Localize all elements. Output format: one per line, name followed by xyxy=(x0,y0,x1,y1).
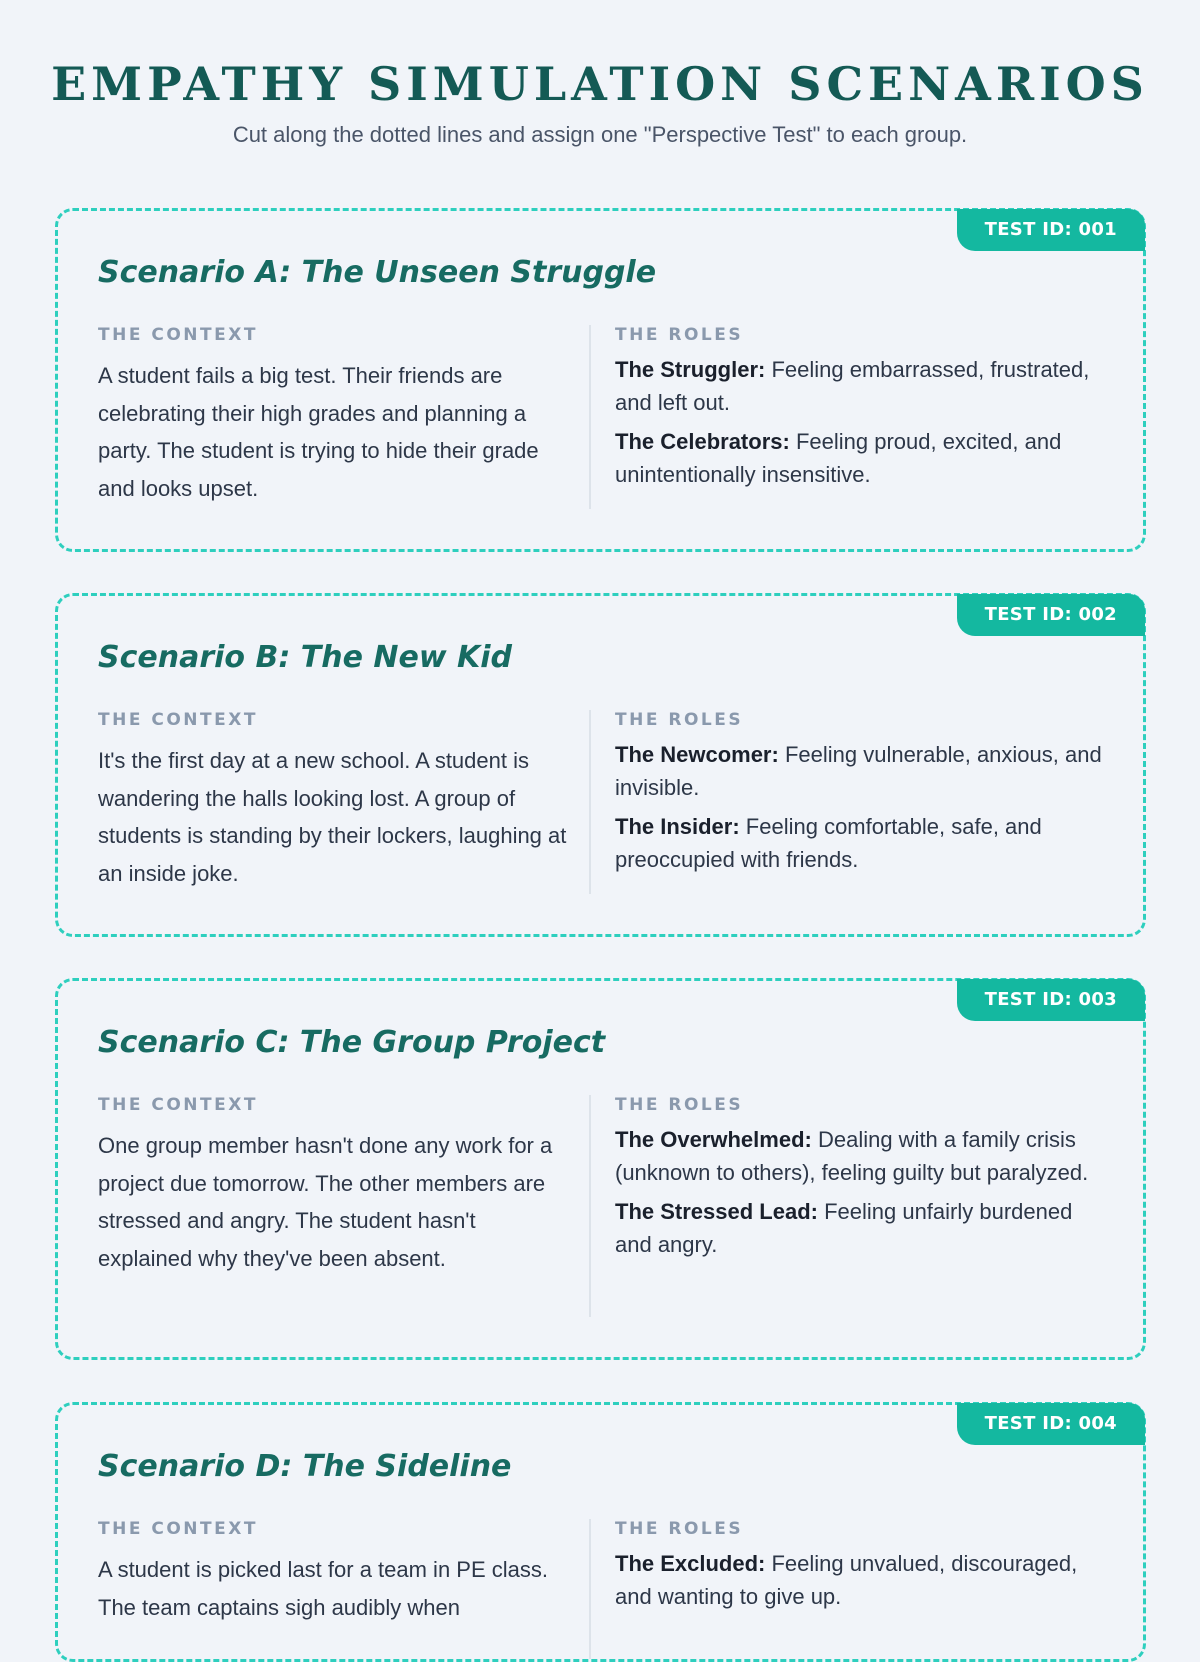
role-item xyxy=(615,810,1105,876)
role-name: The Overwhelmed: xyxy=(615,1127,812,1152)
test-id-badge: TEST ID: 004 xyxy=(957,1403,1145,1445)
context-column xyxy=(98,1517,568,1626)
scenario-title: Scenario B: The New Kid xyxy=(98,640,513,675)
column-divider xyxy=(589,1519,591,1659)
page-subtitle: Cut along the dotted lines and assign one "Perspective Test" to each group. xyxy=(232,122,968,147)
roles-label: THE ROLES xyxy=(615,710,744,730)
roles-column xyxy=(615,1517,1105,1613)
test-id-badge: TEST ID: 001 xyxy=(957,209,1145,251)
context-text: A student fails a big test. Their friends are celebrating their high grades and planning a party. The student is trying to hide their grade and looks upset. xyxy=(98,363,539,501)
role-item xyxy=(615,1123,1105,1189)
page-header xyxy=(0,52,1200,148)
context-label: THE CONTEXT xyxy=(98,710,258,730)
role-name: The Celebrators: xyxy=(615,429,790,454)
role-name: The Stressed Lead: xyxy=(615,1199,818,1224)
context-column xyxy=(98,708,568,892)
page-title: EMPATHY SIMULATION SCENARIOS xyxy=(51,57,1149,111)
role-name: The Excluded: xyxy=(615,1551,766,1576)
test-id-badge: TEST ID: 003 xyxy=(957,979,1145,1021)
role-description: Feeling embarrassed, frustrated, and left out. xyxy=(615,357,1090,415)
roles-label: THE ROLES xyxy=(615,1095,744,1115)
roles-label: THE ROLES xyxy=(615,325,744,345)
column-divider xyxy=(589,1095,591,1317)
role-item xyxy=(615,1547,1105,1613)
scenario-title: Scenario A: The Unseen Struggle xyxy=(98,255,657,290)
role-item xyxy=(615,353,1105,419)
roles-column xyxy=(615,708,1105,876)
scenario-title: Scenario D: The Sideline xyxy=(98,1449,512,1484)
context-text: One group member hasn't done any work for a project due tomorrow. The other members are stressed and angry. The student hasn't explained why they've been absent. xyxy=(98,1133,553,1271)
context-label: THE CONTEXT xyxy=(98,1519,258,1539)
column-divider xyxy=(589,710,591,894)
role-name: The Insider: xyxy=(615,814,740,839)
context-label: THE CONTEXT xyxy=(98,1095,258,1115)
context-text: It's the first day at a new school. A student is wandering the halls looking lost. A group of students is standing by their lockers, laughing at an inside joke. xyxy=(98,748,567,886)
roles-label: THE ROLES xyxy=(615,1519,744,1539)
roles-column xyxy=(615,1093,1105,1261)
role-description: Feeling vulnerable, anxious, and invisible. xyxy=(615,742,1102,800)
context-text: A student is picked last for a team in PE class. The team captains sigh audibly when xyxy=(98,1557,548,1620)
scenario-card-d xyxy=(55,1402,1146,1662)
column-divider xyxy=(589,325,591,509)
scenario-card-a xyxy=(55,208,1146,552)
scenario-title: Scenario C: The Group Project xyxy=(98,1025,606,1060)
role-description: Dealing with a family crisis (unknown to others), feeling guilty but paralyzed. xyxy=(615,1127,1089,1185)
test-id-badge: TEST ID: 002 xyxy=(957,594,1145,636)
role-item xyxy=(615,1195,1105,1261)
role-name: The Newcomer: xyxy=(615,742,779,767)
role-item xyxy=(615,425,1105,491)
role-name: The Struggler: xyxy=(615,357,766,382)
scenario-card-c xyxy=(55,978,1146,1360)
context-column xyxy=(98,1093,568,1277)
role-description: Feeling unvalued, discouraged, and wanting to give up. xyxy=(615,1551,1078,1609)
context-label: THE CONTEXT xyxy=(98,325,258,345)
context-column xyxy=(98,323,568,507)
scenario-card-b xyxy=(55,593,1146,937)
role-item xyxy=(615,738,1105,804)
role-description: Feeling comfortable, safe, and preoccupied with friends. xyxy=(615,814,1042,872)
role-description: Feeling unfairly burdened and angry. xyxy=(615,1199,1073,1257)
role-description: Feeling proud, excited, and unintentionally insensitive. xyxy=(615,429,1062,487)
roles-column xyxy=(615,323,1105,491)
